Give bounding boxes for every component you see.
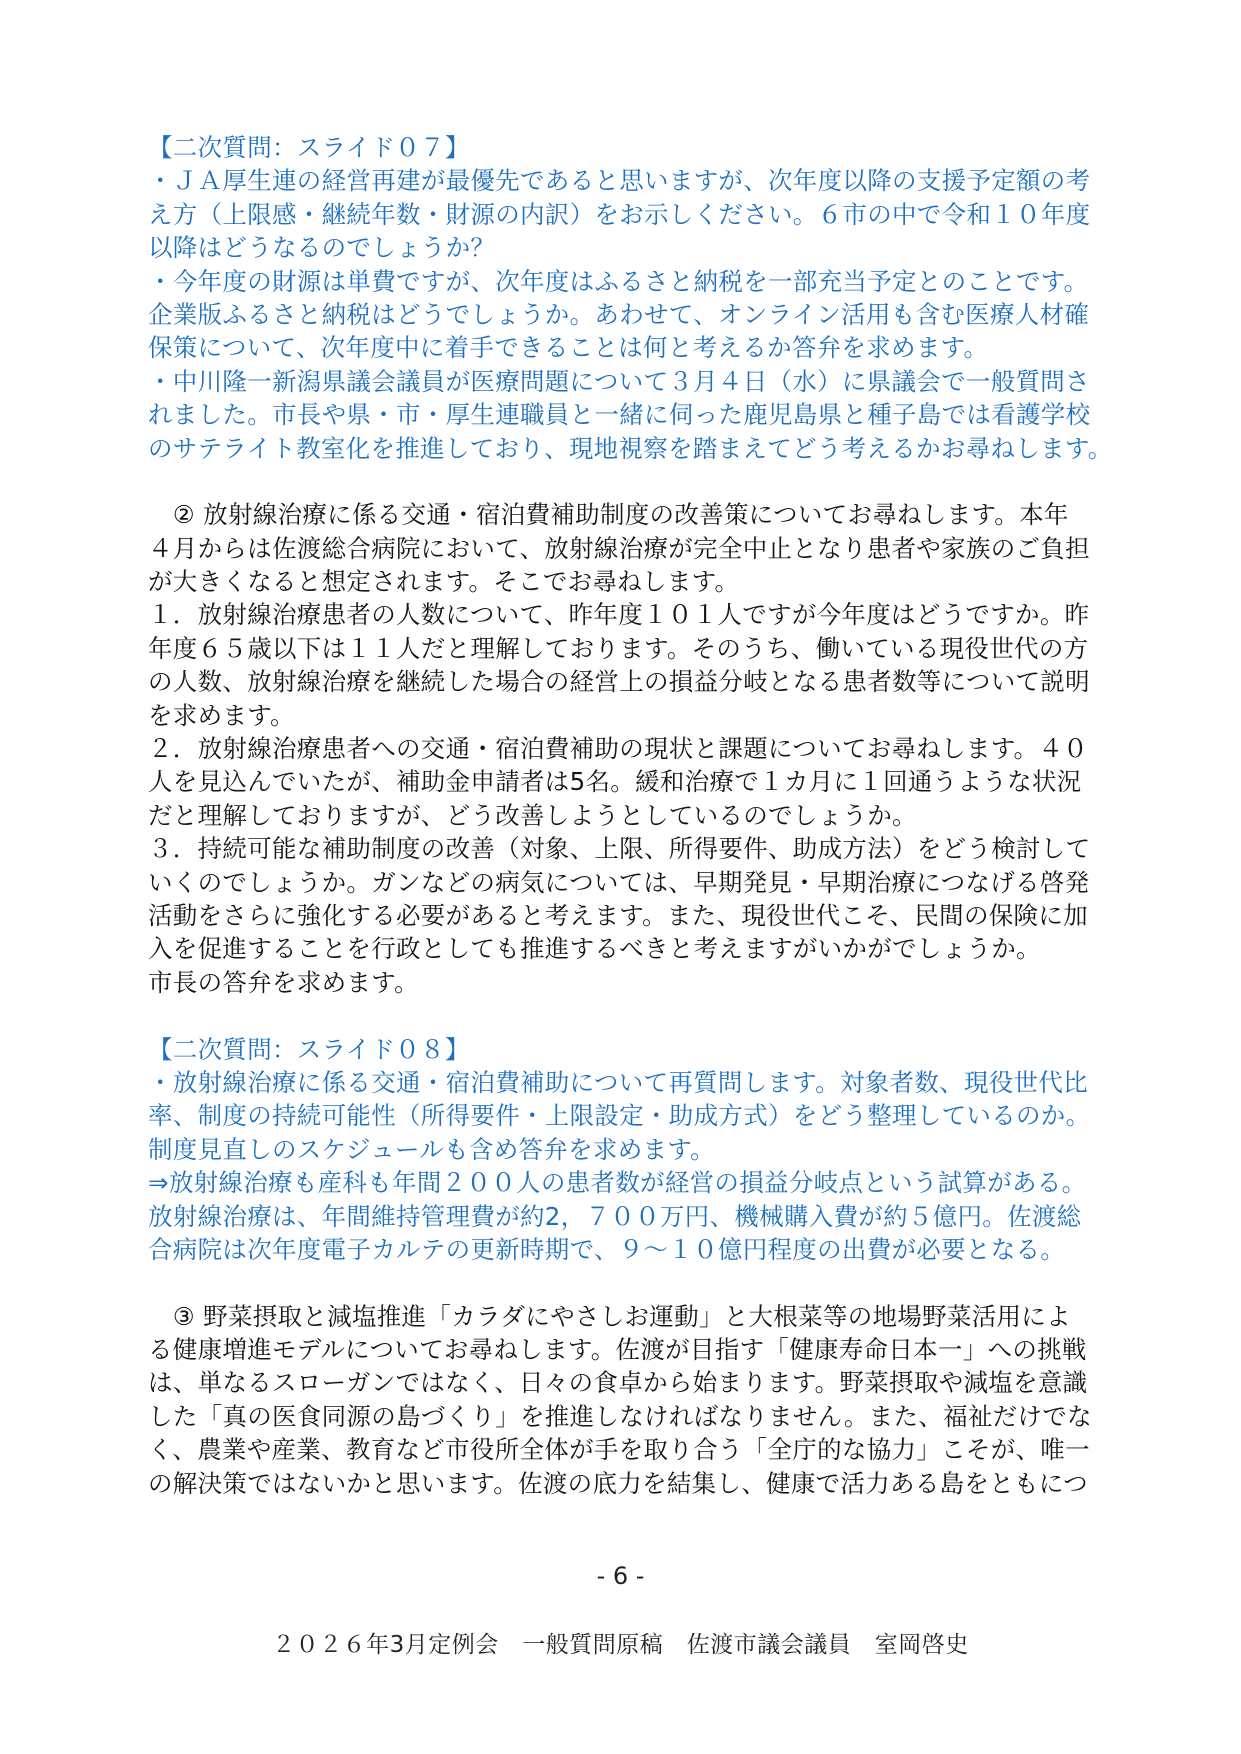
- text-line: ⇒放射線治療も産科も年間２００人の患者数が経営の損益分岐点という試算がある。: [148, 1168, 1087, 1198]
- text-line: 率、制度の持続可能性（所得要件・上限設定・助成方式）をどう整理しているのか。: [148, 1101, 1091, 1131]
- text-line: え方（上限感・継続年数・財源の内訳）をお示しください。６市の中で令和１０年度: [148, 199, 1091, 229]
- secondary-question-block: [148, 131, 1113, 465]
- text-line: ４月からは佐渡総合病院において、放射線治療が完全中止となり患者や家族のご負担: [148, 533, 1090, 563]
- text-line: 以降はどうなるのでしょうか？: [148, 233, 496, 263]
- text-line: 活動をさらに強化する必要があると考えます。また、現役世代こそ、民間の保険に加: [148, 900, 1088, 930]
- page-number: - 6 -: [596, 1562, 645, 1590]
- secondary-question-block: [148, 1033, 1091, 1267]
- text-line: 合病院は次年度電子カルテの更新時期で、９～１０億円程度の出費が必要となる。: [148, 1234, 1066, 1264]
- text-line: く、農業や産業、教育など市役所全体が手を取り合う「全庁的な協力」こそが、唯一: [148, 1435, 1090, 1465]
- question-paragraph: [148, 1300, 1092, 1500]
- text-line: した「真の医食同源の島づくり」を推進しなければなりません。また、福祉だけでな: [148, 1401, 1092, 1431]
- text-line: ２．放射線治療患者への交通・宿泊費補助の現状と課題についてお尋ねします。４０: [148, 734, 1088, 764]
- text-line: だと理解しておりますが、どう改善しようとしているのでしょうか。: [148, 800, 917, 830]
- document-body: [148, 131, 1113, 1500]
- text-line: 保策について、次年度中に着手できることは何と考えるか答弁を求めます。: [148, 333, 989, 363]
- question-paragraph: [148, 498, 1091, 999]
- text-line: の人数、放射線治療を継続した場合の経営上の損益分岐となる患者数等について説明: [148, 667, 1090, 697]
- text-line: 制度見直しのスケジュールも含め答弁を求めます。: [148, 1134, 715, 1164]
- text-line: のサテライト教室化を推進しており、現地視察を踏まえてどう考えるかお尋ねします。: [148, 433, 1113, 463]
- text-line: れました。市長や県・市・厚生連職員と一緒に伺った鹿児島県と種子島では看護学校: [148, 400, 1091, 430]
- text-line: いくのでしょうか。ガンなどの病気については、早期発見・早期治療につなげる啓発: [148, 867, 1090, 897]
- text-line: ・中川隆一新潟県議会議員が医療問題について３月４日（水）に県議会で一般質問さ: [148, 366, 1090, 396]
- text-line: ・放射線治療に係る交通・宿泊費補助について再質問します。対象者数、現役世代比: [148, 1067, 1088, 1097]
- text-line: が大きくなると想定されます。そこでお尋ねします。: [148, 567, 740, 597]
- text-line: の解決策ではないかと思います。佐渡の底力を結集し、健康で活力ある島をともにつ: [148, 1468, 1088, 1498]
- text-line: 人を見込んでいたが、補助金申請者は5名。緩和治療で１カ月に１回通うような状況: [148, 767, 1082, 797]
- blank-line: [148, 999, 1088, 1032]
- text-line: 入を促進することを行政としても推進するべきと考えますがいかがでしょうか。: [148, 934, 1041, 964]
- blank-line: [148, 465, 1088, 498]
- page-footer: ２０２６年3月定例会 一般質問原稿 佐渡市議会議員 室岡啓史: [272, 1632, 969, 1658]
- text-line: 市長の答弁を求めます。: [148, 967, 419, 997]
- text-line: ② 放射線治療に係る交通・宿泊費補助制度の改善策についてお尋ねします。本年: [148, 500, 1069, 530]
- text-line: ３．持続可能な補助制度の改善（対象、上限、所得要件、助成方法）をどう検討して: [148, 834, 1091, 864]
- text-line: ・ＪＡ厚生連の経営再建が最優先であると思いますが、次年度以降の支援予定額の考: [148, 166, 1091, 196]
- text-line: 企業版ふるさと納税はどうでしょうか。あわせて、オンライン活用も含む医療人材確: [148, 299, 1090, 329]
- text-line: 年度６５歳以下は１１人だと理解しております。そのうち、働いている現役世代の方: [148, 633, 1089, 663]
- blank-line: [148, 1266, 1088, 1299]
- text-line: 放射線治療は、年間維持管理費が約2，７００万円、機械購入費が約５億円。佐渡総: [148, 1201, 1082, 1231]
- text-line: 【二次質問：スライド０８】: [148, 1034, 470, 1064]
- text-line: を求めます。: [148, 700, 295, 730]
- text-line: ③ 野菜摂取と減塩推進「カラダにやさしお運動」と大根菜等の地場野菜活用によ: [148, 1301, 1071, 1331]
- text-line: る健康増進モデルについてお尋ねします。佐渡が目指す「健康寿命日本一」への挑戦: [148, 1335, 1087, 1365]
- text-line: ・今年度の財源は単費ですが、次年度はふるさと納税を一部充当予定とのことです。: [148, 266, 1089, 296]
- text-line: １．放射線治療患者の人数について、昨年度１０１人ですが今年度はどうですか。昨: [148, 600, 1090, 630]
- text-line: 【二次質問：スライド０７】: [148, 133, 470, 162]
- text-line: は、単なるスローガンではなく、日々の食卓から始まります。野菜摂取や減塩を意識: [148, 1368, 1088, 1398]
